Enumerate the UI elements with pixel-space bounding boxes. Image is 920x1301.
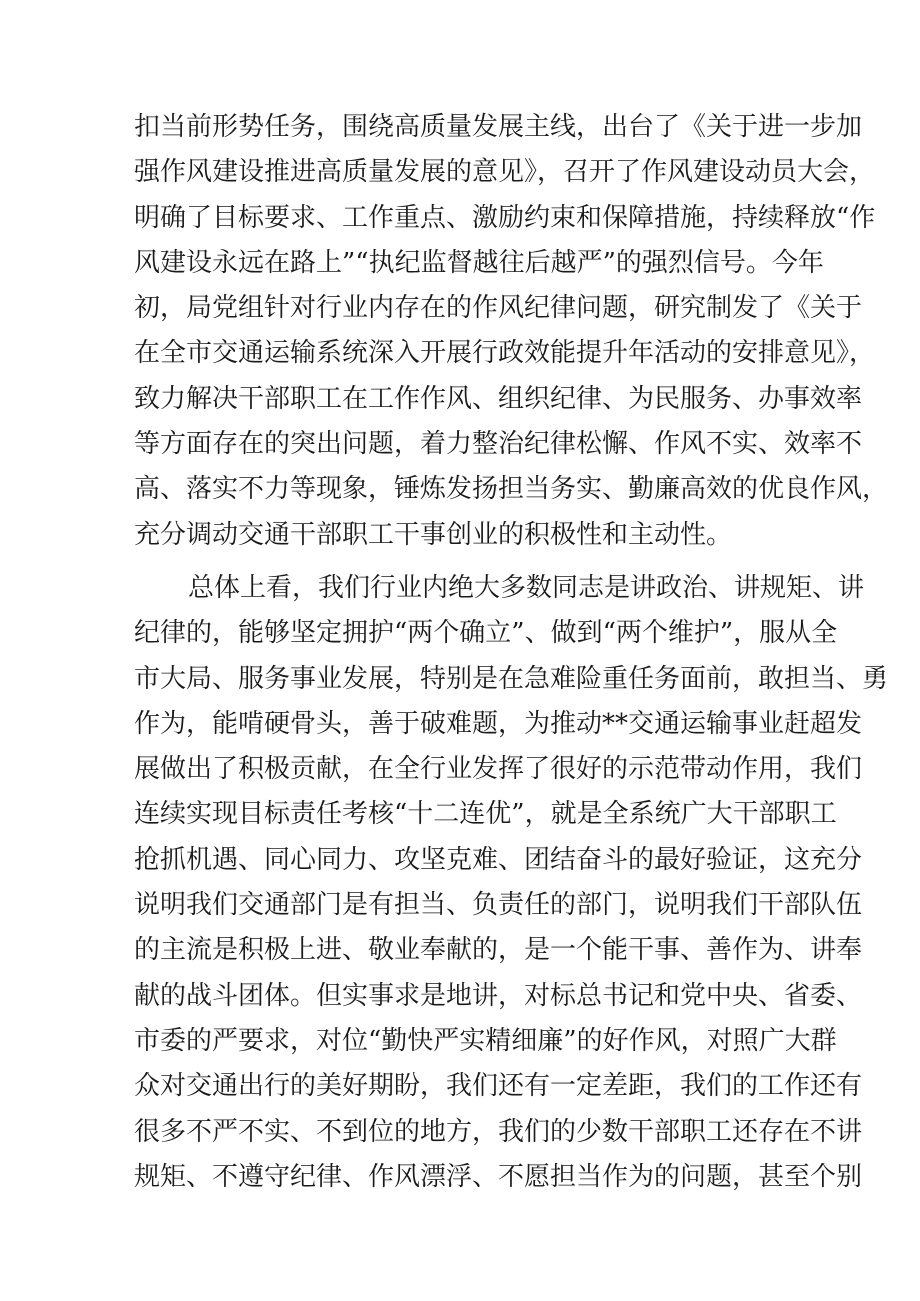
paragraph-continuation xyxy=(134,105,889,558)
text-line: 扣当前形势任务，围绕高质量发展主线，出台了《关于进一步加 xyxy=(134,112,863,142)
text-line: 的主流是积极上进、敬业奉献的，是一个能干事、善作为、讲奉 xyxy=(134,935,863,966)
text-line: 初，局党组针对行业内存在的作风纪律问题，研究制发了《关于 xyxy=(134,293,863,324)
text-line: 充分调动交通干部职工干事创业的积极性和主动性。 xyxy=(134,519,733,550)
text-line: 风建设永远在路上”“执纪监督越往后越严”的强烈信号。今年 xyxy=(134,247,824,278)
text-line: 纪律的，能够坚定拥护“两个确立”、做到“两个维护”，服从全 xyxy=(134,618,838,649)
text-line: 说明我们交通部门是有担当、负责任的部门，说明我们干部队伍 xyxy=(134,890,863,921)
text-line: 明确了目标要求、工作重点、激励约束和保障措施，持续释放“作 xyxy=(134,202,876,233)
text-line: 在全市交通运输系统深入开展行政效能提升年活动的安排意见》， xyxy=(134,338,876,369)
text-line: 献的战斗团体。但实事求是地讲，对标总书记和党中央、省委、 xyxy=(134,980,863,1011)
text-line: 致力解决干部职工在工作作风、组织纪律、为民服务、办事效率 xyxy=(134,383,863,414)
paragraph-overview xyxy=(134,566,889,1200)
text-line: 抢抓机遇、同心同力、攻坚克难、团结奋斗的最好验证，这充分 xyxy=(134,844,863,875)
document-body xyxy=(134,105,889,1200)
text-line: 展做出了积极贡献，在全行业发挥了很好的示范带动作用，我们 xyxy=(134,754,863,785)
text-line: 市委的严要求，对位“勤快严实精细廉”的好作风，对照广大群 xyxy=(134,1025,837,1056)
text-line: 规矩、不遵守纪律、作风漂浮、不愿担当作为的问题，甚至个别 xyxy=(134,1161,863,1192)
text-line: 很多不严不实、不到位的地方，我们的少数干部职工还存在不讲 xyxy=(134,1116,863,1147)
text-line: 高、落实不力等现象，锤炼发扬担当务实、勤廉高效的优良作风， xyxy=(134,474,889,505)
text-line: 连续实现目标责任考核“十二连优”，就是全系统广大干部职工 xyxy=(134,799,837,830)
text-line: 作为，能啃硬骨头，善于破难题，为推动**交通运输事业赶超发 xyxy=(134,708,863,739)
text-line: 市大局、服务事业发展，特别是在急难险重任务面前，敢担当、勇 xyxy=(134,663,889,694)
text-line: 众对交通出行的美好期盼，我们还有一定差距，我们的工作还有 xyxy=(134,1071,863,1102)
text-line: 等方面存在的突出问题，着力整治纪律松懈、作风不实、效率不 xyxy=(134,429,863,460)
text-line-first-indented: 总体上看，我们行业内绝大多数同志是讲政治、讲规矩、讲 xyxy=(188,572,865,603)
text-line: 强作风建设推进高质量发展的意见》，召开了作风建设动员大会， xyxy=(134,157,876,188)
